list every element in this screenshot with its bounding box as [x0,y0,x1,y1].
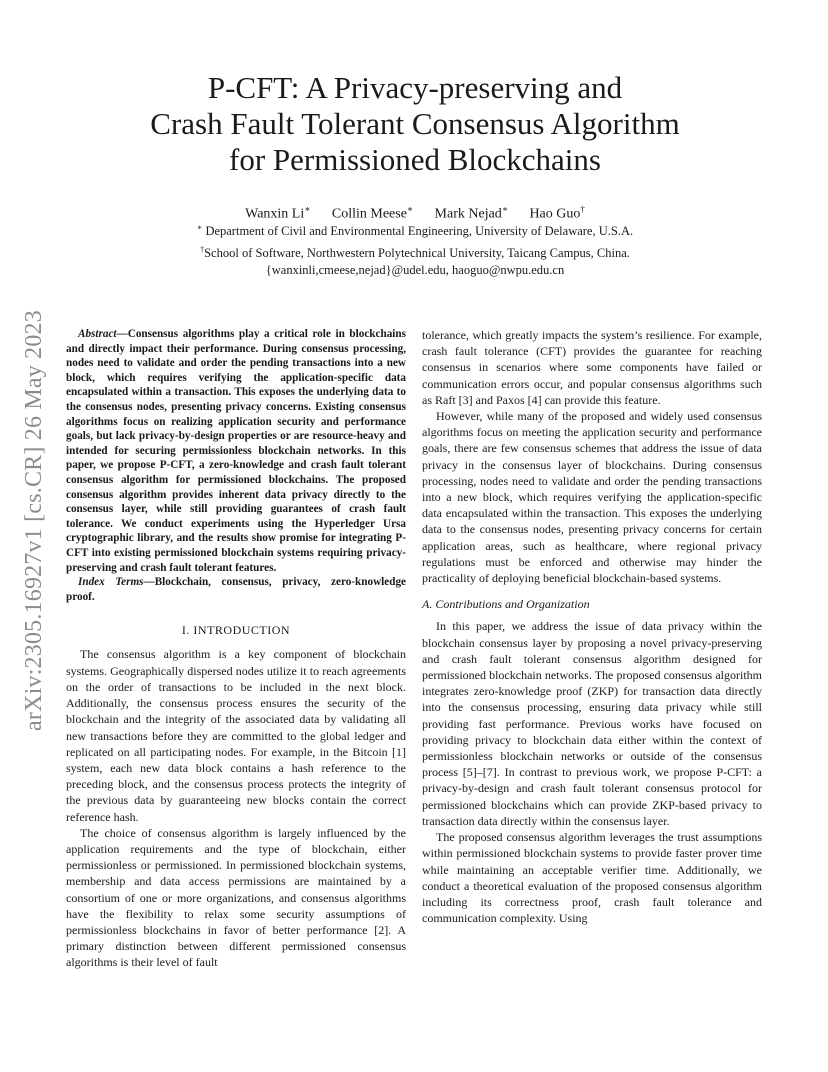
affiliations [100,219,730,280]
author: Hao Guo† [529,204,585,222]
abstract: Abstract—Consensus algorithms play a critical role in blockchains and directly impact their performance. During consensus processing, nodes need to validate and order the pending transactions into a new block, which requires verifying the application-specific data encapsulated within a transaction. This exposes the underlying data to the consensus nodes, presenting privacy concerns. Existing consensus algorithms focus on realizing application security and performance goals, but lack privacy-by-design properties or are resource-heavy and intended for securing permissionless blockchain networks. In this paper, we propose P-CFT, a zero-knowledge and crash fault tolerant consensus algorithm for permissioned blockchains. The proposed consensus algorithm provides inherent data privacy directly to the consensus layer, while still providing guarantees of crash fault tolerance. We conduct experiments using the Hyperledger Ursa cryptographic library, and the results show promise for integrating P-CFT into existing permissioned blockchain systems requiring privacy-preserving and crash fault tolerant features. [66,328,406,574]
paragraph: The consensus algorithm is a key component of blockchain systems. Geographically dispersed nodes utilize it to reach agreements on the order of transactions to be included in the next block. Additionally, the consensus process ensures the security of the blockchain and the integrity of the associated data by validating all new transactions before they are committed to the global ledger and replicated on all participating nodes. For example, in the Bitcoin [1] system, each new data block contains a hash reference to the preceding block, and the consensus process protects the integrity of the previous data by guaranteeing new blocks contain the correct reference hash. [66,647,406,824]
arxiv-watermark [19,280,49,760]
affiliation-line: †School of Software, Northwestern Polytechnical University, Taicang Campus, China. [200,244,630,260]
paragraph: The choice of consensus algorithm is largely influenced by the application requirements and the type of blockchain, either permissionless or permissioned. In permissioned blockchain systems, membership and data access permissions are maintained by a consortium of one or more organizations, and consensus algorithms have the flexibility to relax some security assumptions of permissionless blockchains in favor of better performance [2]. A primary distinction between different permissioned consensus algorithms is their level of fault [66,825,406,970]
section-heading-introduction: I. INTRODUCTION [181,623,291,638]
title-line: P-CFT: A Privacy-preserving and [207,70,623,105]
author: Wanxin Li∗ [245,204,311,222]
email-line: {wanxinli,cmeese,nejad}@udel.edu, haoguo@nwpu.edu.cn [265,263,565,278]
paragraph: tolerance, which greatly impacts the system’s resilience. For example, crash fault tolerance (CFT) provides the guarantee for reaching consensus in scenarios where some components have failed or communication errors occur, and popular consensus algorithms such as Raft [3] and Paxos [4] can provide this feature. [422,328,762,407]
title-line: for Permissioned Blockchains [229,142,601,177]
author: Collin Meese∗ [331,204,414,222]
right-column [422,327,762,926]
left-column [66,327,406,971]
subsection-heading-contributions: A. Contributions and Organization [422,597,590,612]
paragraph: However, while many of the proposed and widely used consensus algorithms focus on meeting the application security and performance goals, there are few consensus schemes that address the issue of data privacy in the consensus layer of blockchains. During consensus processing, nodes need to validate and order the pending transactions into a new block, which requires verifying the application-specific data encapsulated within the transaction. This exposes the underlying data to the consensus nodes, presenting privacy concerns for certain application areas, such as healthcare, where regional privacy regulations must be enforced and otherwise may hinder the practicality of deploying beneficial blockchain-based systems. [422,409,762,586]
paragraph: The proposed consensus algorithm leverages the trust assumptions within permissioned blockchain systems to provide faster prover time while maintaining an acceptable verifier time. Additionally, we conduct a theoretical evaluation of the proposed consensus algorithm including its correctness proof, crash fault tolerance and communication complexity. Using [422,830,762,926]
arxiv-watermark-text: arXiv:2305.16927v1 [cs.CR] 26 May 2023 [20,309,47,731]
index-terms: Index Terms—Blockchain, consensus, privacy, zero-knowledge proof. [66,576,406,603]
title-line: Crash Fault Tolerant Consensus Algorithm [150,106,680,141]
affiliation-line: ∗ Department of Civil and Environmental Engineering, University of Delaware, U.S.A. [196,223,634,239]
paper-title [100,70,730,178]
paragraph: In this paper, we address the issue of data privacy within the blockchain consensus layer by proposing a novel privacy-preserving and crash fault tolerant consensus algorithm designed for permissioned blockchain networks. The proposed consensus algorithm integrates zero-knowledge proof (ZKP) for transaction data directly into the consensus processing, ensuring data privacy while still providing fast performance. Previous works have focused on providing privacy to blockchain data either within the context of permissionless blockchain networks or outside of the consensus process [5]–[7]. In contrast to previous work, we propose P-CFT: a privacy-by-design and crash fault tolerant consensus protocol for permissioned blockchains which can provide ZKP-based privacy to transaction data directly within the consensus layer. [422,619,762,828]
author: Mark Nejad∗ [434,204,508,222]
